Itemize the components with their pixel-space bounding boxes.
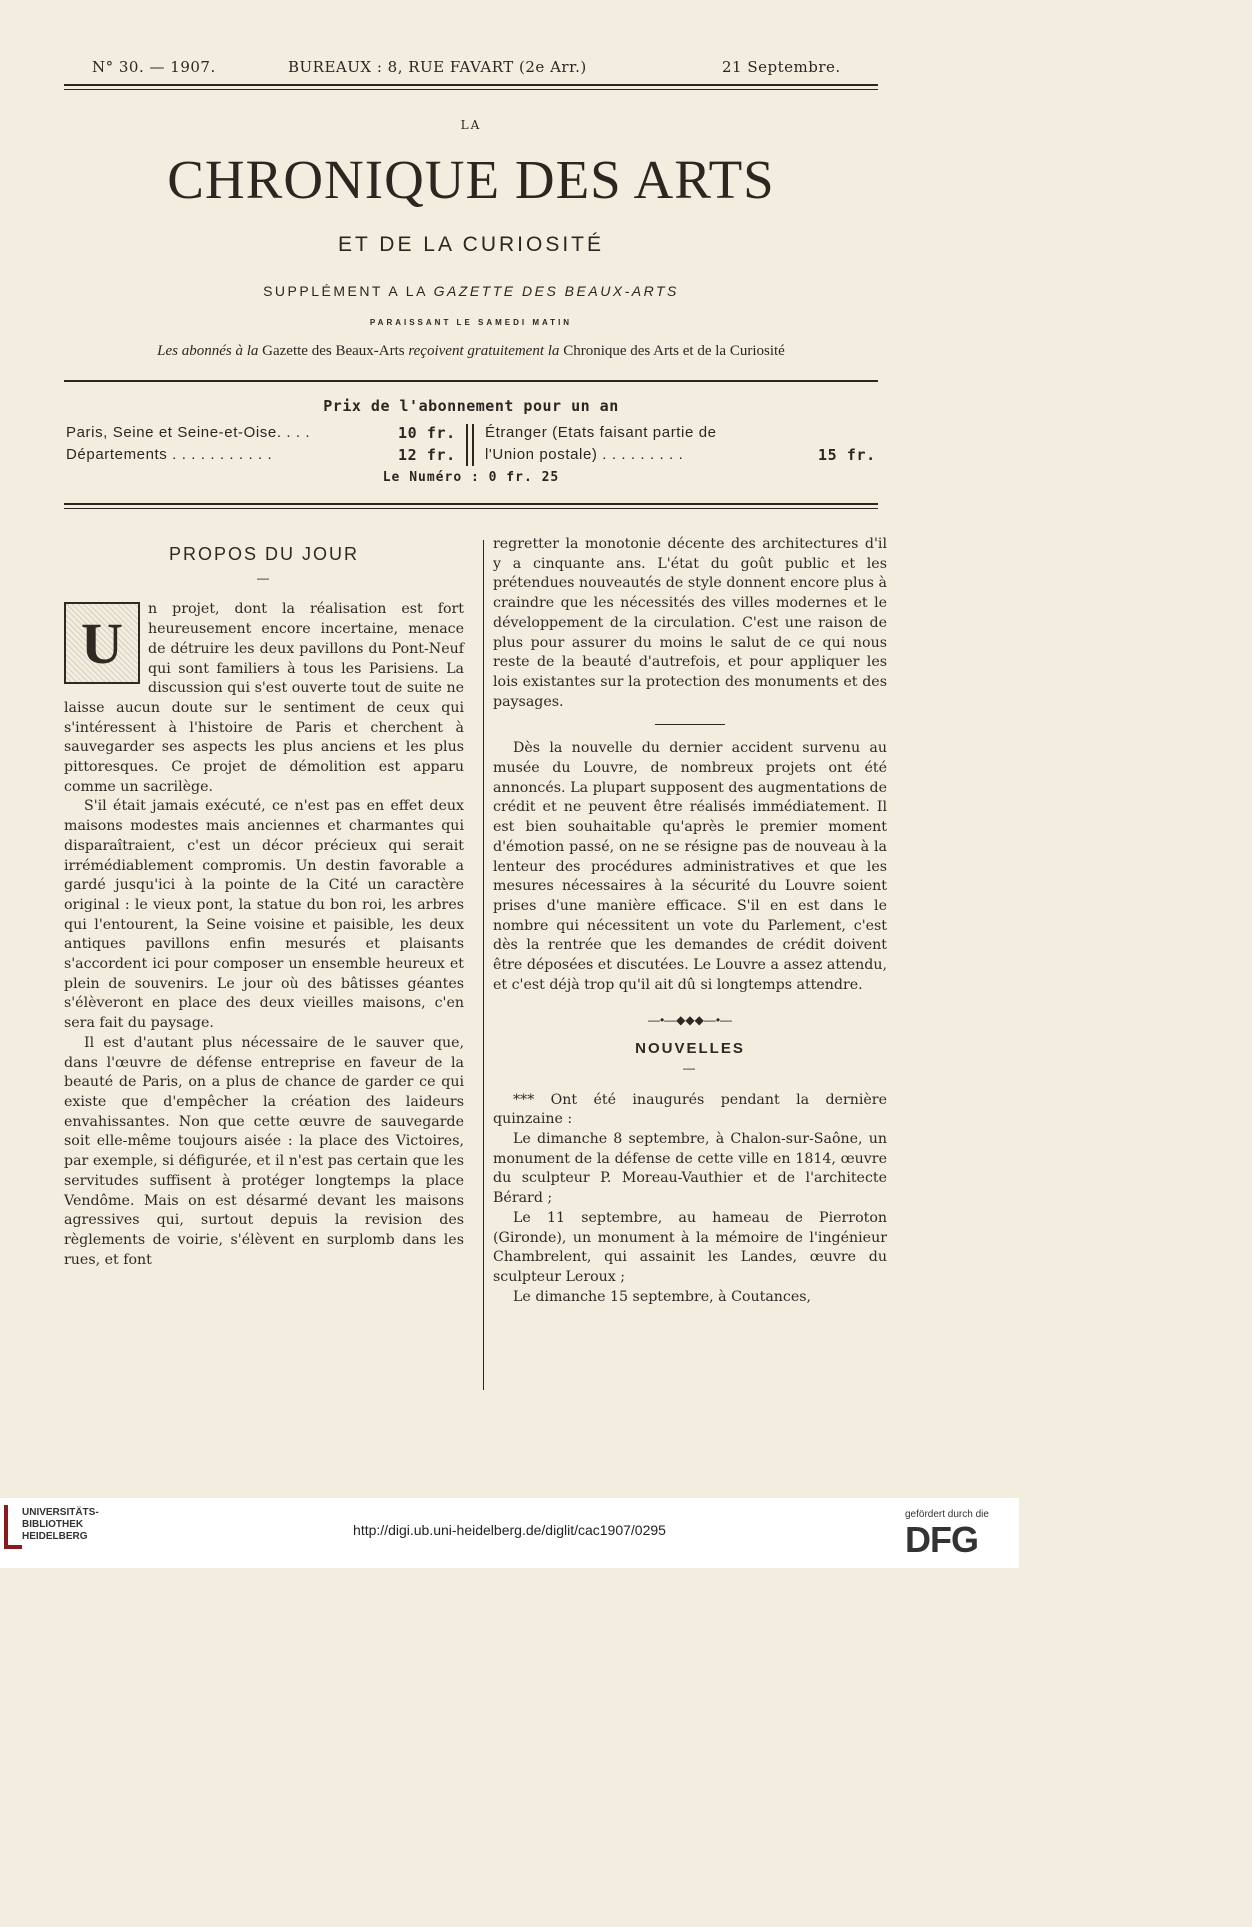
paragraph-separator	[655, 724, 725, 725]
propos-continuation: regretter la monotonie décente des architectures d'il y a cinquante ans. L'état du goût public et les prétendues nouveautés de style donnent encore plus à craindre que les nécessités des villes modernes et le développement de la circulation. C'est une raison de plus pour assurer du moins le salut de ce qui nous reste de la beauté d'autrefois, et pour appliquer les lois existantes sur la protection des monuments et des paysages.	[493, 536, 887, 710]
dfg-caption: gefördert durch die	[905, 1509, 989, 1520]
masthead-subtitle: ET DE LA CURIOSITÉ	[338, 233, 604, 256]
left-column	[64, 545, 464, 1270]
propos-heading: PROPOS DU JOUR	[168, 544, 360, 564]
subscription-title: Prix de l'abonnement pour un an	[323, 397, 619, 415]
paris-label: Paris, Seine et Seine-et-Oise. . . .	[66, 424, 311, 441]
supplement-prefix: SUPPLÉMENT A LA	[263, 283, 434, 299]
propos-paragraph-1: n projet, dont la réalisation est fort heureusement encore incertaine, menace de détruire les deux pavillons du Pont-Neuf qui sont familiers à tous les Parisiens. La discussion qui s'est ouverte tout de suite ne laisse aucun doute sur le sentiment de ceux qui s'intéressent à l'histoire de Paris et cherchent à sauvegarder ses aspects les plus anciens et les plus pittoresques. Ce projet de démolition est apparu comme un sacrilège.	[64, 601, 464, 795]
etranger-label-2: l'Union postale) . . . . . . . . .	[485, 446, 684, 463]
box-rule	[64, 503, 878, 505]
etranger-price: 15 fr.	[818, 446, 876, 464]
masthead-rule	[64, 380, 878, 382]
propos-dash: —	[257, 570, 271, 585]
etranger-label-1: Étranger (Etats faisant partie de	[485, 424, 717, 441]
paris-price: 10 fr.	[398, 424, 456, 442]
masthead-la: LA	[460, 118, 482, 132]
abonnes-part4: Chronique des Arts et de la Curiosité	[563, 343, 785, 359]
abonnes-part3: reçoivent gratuitement la	[408, 343, 564, 359]
dropcap-ornament: U	[64, 602, 140, 684]
abonnes-part1: Les abonnés à la	[157, 343, 263, 359]
column-rule	[483, 540, 484, 1390]
issue-date: 21 Septembre.	[722, 58, 841, 76]
bureaux-address: BUREAUX : 8, RUE FAVART (2e Arr.)	[288, 58, 587, 76]
departements-price: 12 fr.	[398, 446, 456, 464]
louvre-paragraph: Dès la nouvelle du dernier accident survenu au musée du Louvre, de nombreux projets ont été annoncés. La plupart supposent des augmentations de crédit et ne peuvent être réalisés immédiatement. Il est bien souhaitable qu'après le premier moment d'émotion passé, on ne se résigne pas de nouveau à la lenteur des procédures administratives et que les mesures nécessaires à la sécurité du Louvre soient prises d'une manière efficace. S'il en est dans le nombre qui nécessitent un vote du Parlement, c'est dès la rentrée que les demandes de crédit doivent être déposées et discutées. Le Louvre a assez attendu, et c'est déjà trop qu'il ait dû si longtemps attendre.	[493, 740, 887, 993]
nouvelles-heading: NOUVELLES	[635, 1040, 745, 1058]
propos-paragraph-3: Il est d'autant plus nécessaire de le sauver que, dans l'œuvre de défense entreprise en faveur de la beauté de Paris, on a plus de chance de garder ce qui existe que d'empêcher la création des laideurs envahissantes. Non que cette œuvre de sauvegarde soit elle-même toujours aisée : la place des Victoires, par exemple, si défigurée, et il n'est pas certain que les servitudes suffisent à protéger longtemps la place Vendôme. Mais on est désarmé devant les maisons agressives qui, surtout depuis la revision des règlements de voirie, s'élèvent en surplomb dans les rues, et font	[64, 1034, 464, 1268]
price-divider	[466, 424, 468, 466]
abonnes-part2: Gazette des Beaux-Arts	[262, 343, 409, 359]
nouvelles-intro: *** Ont été inaugurés pendant la dernière quinzaine :	[493, 1091, 887, 1128]
issue-number: N° 30. — 1907.	[92, 58, 216, 76]
uni-line-1: UNIVERSITÄTS-	[22, 1507, 99, 1518]
abonnes-line	[64, 343, 878, 360]
header-rule-thin	[64, 89, 878, 90]
uni-line-2: BIBLIOTHEK	[22, 1519, 84, 1530]
numero-price: Le Numéro : 0 fr. 25	[382, 470, 560, 485]
supplement-line	[64, 283, 878, 299]
departements-label: Départements . . . . . . . . . . .	[66, 446, 273, 463]
box-rule-thin	[64, 508, 878, 509]
nouvelles-item-2: Le 11 septembre, au hameau de Pierroton (Gironde), un monument à la mémoire de l'ingénieur Chambrelent, qui assainit les Landes, œuvre du sculpteur Leroux ;	[493, 1209, 887, 1285]
nouvelles-item-3: Le dimanche 15 septembre, à Coutances,	[513, 1288, 812, 1305]
right-column	[493, 535, 887, 1307]
dfg-wordmark: DFG	[905, 1519, 978, 1560]
ornament-rule: —•—◆◆◆—•—	[647, 1013, 733, 1028]
dfg-logo	[905, 1509, 989, 1560]
masthead-title: CHRONIQUE DES ARTS	[167, 149, 775, 210]
nouvelles-item-1: Le dimanche 8 septembre, à Chalon-sur-Saône, un monument de la défense de cette ville en 1814, œuvre du sculpteur P. Moreau-Vauthier et de l'architecte Bérard ;	[493, 1130, 887, 1207]
supplement-gazette: GAZETTE DES BEAUX-ARTS	[433, 283, 679, 299]
paraissant-line: PARAISSANT LE SAMEDI MATIN	[369, 318, 573, 327]
source-url-link[interactable]: http://digi.ub.uni-heidelberg.de/diglit/cac1907/0295	[353, 1522, 666, 1538]
nouvelles-dash: —	[683, 1060, 697, 1075]
price-divider-2	[472, 424, 474, 466]
propos-paragraph-2: S'il était jamais exécuté, ce n'est pas en effet deux maisons modestes mais anciennes et charmantes qui disparaîtraient, c'est un décor précieux qui serait irrémédiablement compromis. Un destin favorable a gardé jusqu'ici à la pointe de la Cité un caractère original : le vieux pont, la statue du bon roi, les arbres qui l'entourent, la Seine voisine et paisible, les deux antiques pavillons enfin mesurés et plaisants s'accordent ici pour composer un ensemble heureux et plein de souvenirs. Le jour où des bâtisses géantes s'élèveront en place des deux vieilles maisons, c'en sera fait du paysage.	[64, 798, 464, 1032]
uni-line-3: HEIDELBERG	[22, 1531, 88, 1542]
header-rule	[64, 84, 878, 86]
